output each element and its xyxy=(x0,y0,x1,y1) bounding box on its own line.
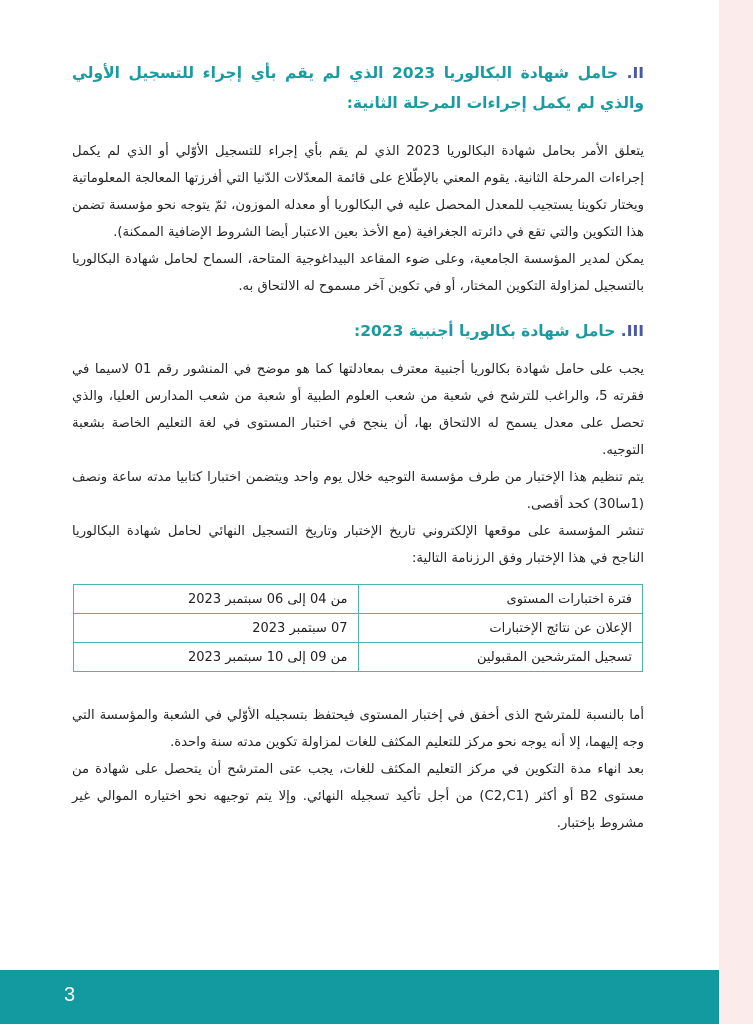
closing-paragraph-2: بعد انهاء مدة التكوين في مركز التعليم المكثف للغات، يجب عتى المترشح أن يتحصل على شهادة من مستوى B2 أو أكثر (C2,C1) من أجل تأكيد تسجيله النهائي. وإلا يتم توجيهه نحو اختياره الموالي غير مشروط بإختبار. xyxy=(72,762,645,831)
section-2-title: حامل شهادة البكالوريا 2023 الذي لم يقم بأي إجراء للتسجيل الأولي والذي لم يكمل إجراءات المرحلة الثانية: xyxy=(72,64,644,112)
section-2-paragraph-2: يمكن لمدير المؤسسة الجامعية، وعلى ضوء المقاعد البيداغوجية المتاحة، السماح لحامل شهادة البكالوريا بالتسجيل لمزاولة التكوين المختار، أو في تكوين آخر مسموح له الالتحاق به. xyxy=(72,252,644,294)
section-3-heading xyxy=(72,316,644,346)
schedule-label: الإعلان عن نتائج الإختبارات xyxy=(358,614,643,643)
page-content xyxy=(72,58,644,837)
section-2-number: II. xyxy=(626,64,644,82)
table-row xyxy=(74,585,643,614)
footer-band xyxy=(0,970,719,1024)
table-row xyxy=(74,643,643,672)
table-row xyxy=(74,614,643,643)
schedule-value: من 09 إلى 10 سبتمبر 2023 xyxy=(74,643,359,672)
schedule-value: 07 سبتمبر 2023 xyxy=(74,614,359,643)
closing-paragraph-1: أما بالنسبة للمترشح الذى أخفق في إختبار المستوى فيحتفظ بتسجيله الأوّلي في الشعبة والمؤسسة التي وجه إليهما، إلا أنه يوجه نحو مركز للتعليم المكثف للغات لمزاولة تكوين مدته سنة واحدة. xyxy=(72,708,644,750)
section-3-paragraph-3: تنشر المؤسسة على موقعها الإلكتروني تاريخ الإختبار وتاريخ التسجيل النهائي لحامل شهادة البكالوريا الناجح في هذا الإختبار وفق الرزنامة التالية: xyxy=(72,524,644,566)
section-3-title: حامل شهادة بكالوريا أجنبية 2023: xyxy=(354,322,616,340)
page-side-band xyxy=(719,0,753,1024)
schedule-label: تسجيل المترشحين المقبولين xyxy=(358,643,643,672)
section-3-paragraph-2: يتم تنظيم هذا الإختبار من طرف مؤسسة التوجيه خلال يوم واحد ويتضمن اختبارا كتابيا مدته ساعة ونصف (1سا30) كحد أقصى. xyxy=(72,470,644,512)
section-2-heading xyxy=(72,58,644,118)
schedule-table xyxy=(73,584,643,672)
section-3-number: III. xyxy=(620,322,644,340)
schedule-label: فترة اختبارات المستوى xyxy=(358,585,643,614)
page-number: 3 xyxy=(64,984,76,1006)
schedule-value: من 04 إلى 06 سبتمبر 2023 xyxy=(74,585,359,614)
section-3-paragraph-1: يجب على حامل شهادة بكالوريا أجنبية معترف بمعادلتها كما هو موضح في المنشور رقم 01 لاسيما في فقرته 5، والراغب للترشح في شعبة من شعب العلوم الطبية أو شعبة من شعب المدارس العليا، والذي تحصل على معدل يسمح له الالتحاق بها، أن ينجح في اختبار المستوى في لغة التعليم الخاصة بشعبة التوجيه. xyxy=(72,362,645,458)
section-2-paragraph-1: يتعلق الأمر بحامل شهادة البكالوريا 2023 الذي لم يقم بأي إجراء للتسجيل الأوّلي أو الذي لم يكمل إجراءات المرحلة الثانية. يقوم المعني بالإطّلاع على قائمة المعدّلات الدّنيا التي أفرزتها المعالجة المعلوماتية ويختار تكوينا يستجيب للمعدل المحصل عليه في البكالوريا أو معدله الموزون، ثمّ يتوجه نحو مؤسسة تضمن هذا التكوين والتي تقع في دائرته الجغرافية (مع الأخذ بعين الاعتبار أيضا الشروط الإضافية الممكنة). xyxy=(72,144,645,240)
